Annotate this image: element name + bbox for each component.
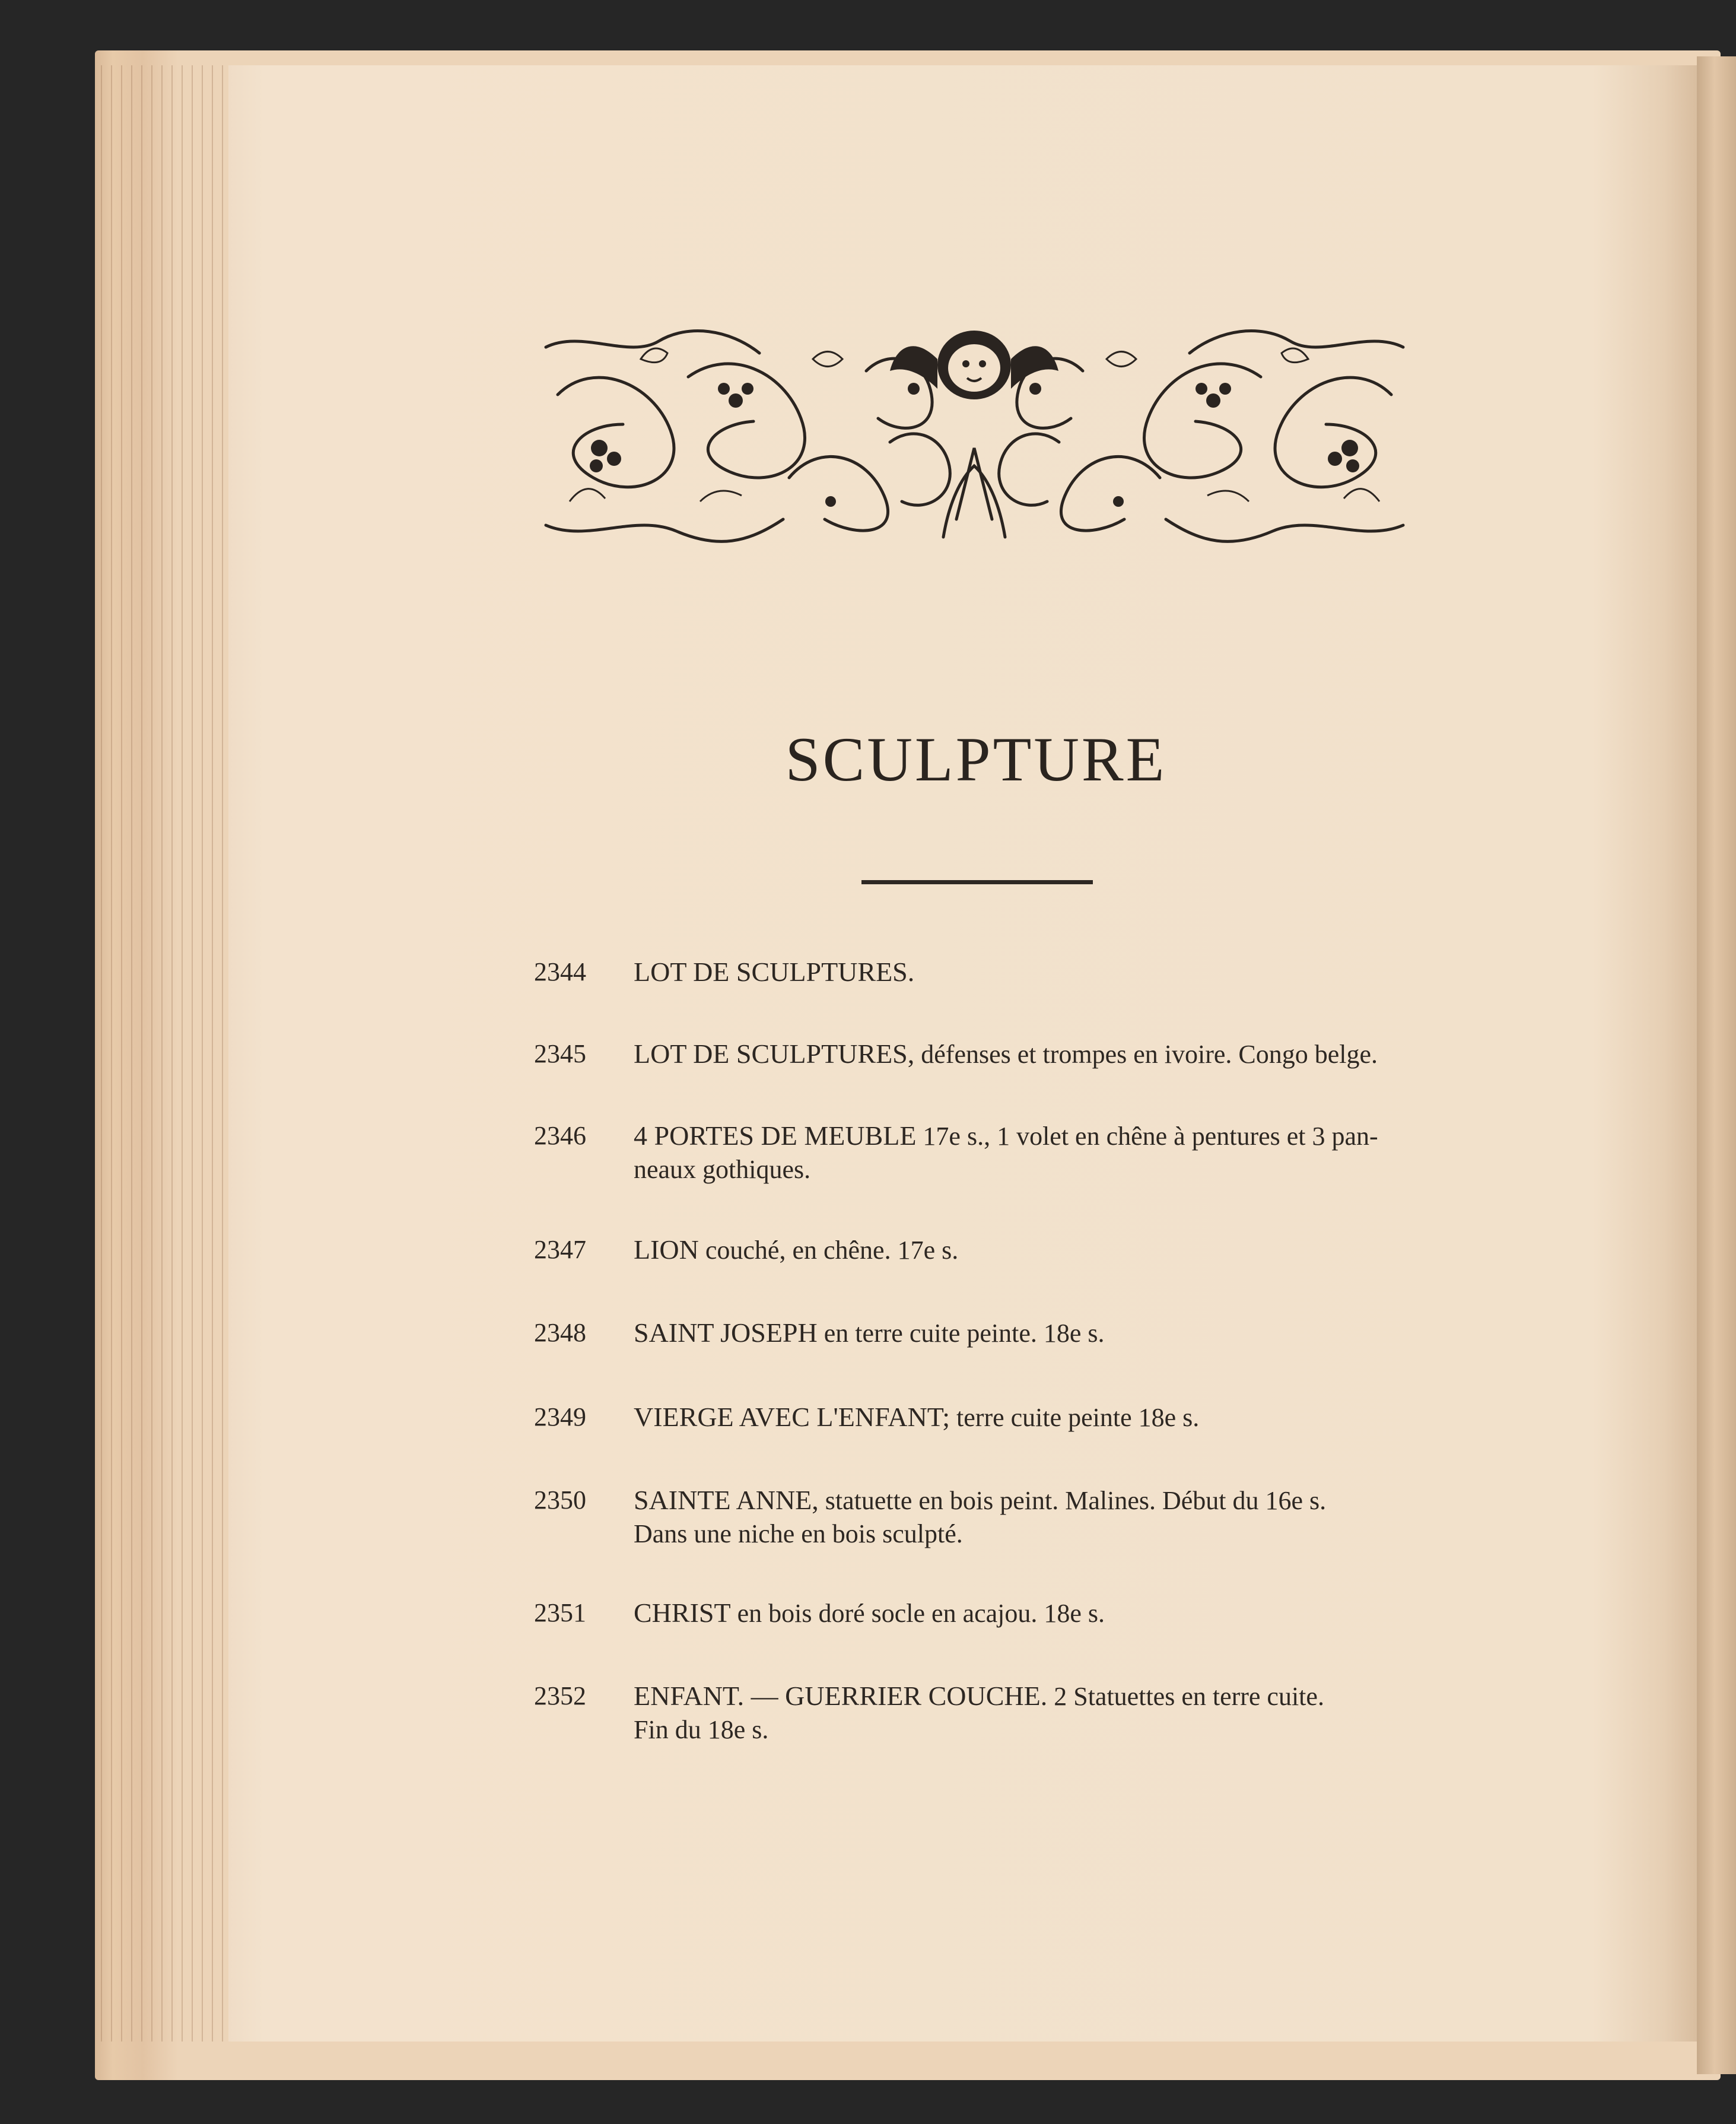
lot-title: LOT DE SCULPTURES, (634, 1039, 915, 1069)
lot-details: statuette en bois peint. Malines. Début du 16e s. (818, 1486, 1327, 1515)
lot-title: VIERGE AVEC L'ENFANT; (634, 1402, 950, 1432)
lot-number: 2346 (534, 1121, 586, 1150)
lot-details: en bois doré socle en acajou. 18e s. (730, 1599, 1105, 1628)
lot-details: 17e s., 1 volet en chêne à pentures et 3 pan- (916, 1122, 1378, 1151)
lot-description (634, 955, 1417, 989)
lot-number: 2351 (534, 1598, 586, 1627)
lot-number: 2350 (534, 1485, 586, 1515)
page-edges (101, 65, 237, 2042)
lot-number: 2345 (534, 1039, 586, 1068)
section-title: SCULPTURE (785, 725, 1167, 794)
lot-description (634, 1233, 1417, 1267)
lot-details: terre cuite peinte 18e s. (950, 1403, 1200, 1432)
lot-description (634, 1316, 1417, 1350)
lot-number: 2348 (534, 1318, 586, 1347)
lot-description (634, 1484, 1417, 1551)
lot-number: 2352 (534, 1681, 586, 1710)
title-divider (861, 880, 1093, 884)
lot-number: 2349 (534, 1402, 586, 1431)
lot-number: 2344 (534, 957, 586, 986)
facing-page-edge (1697, 56, 1736, 2074)
lot-number: 2347 (534, 1235, 586, 1264)
lot-description (634, 1037, 1417, 1071)
lot-title: 4 PORTES DE MEUBLE (634, 1120, 917, 1151)
lot-title: LOT DE SCULPTURES. (634, 957, 915, 987)
lot-title: SAINT JOSEPH (634, 1317, 818, 1348)
lot-title: SAINTE ANNE, (634, 1485, 819, 1515)
lot-title: LION (634, 1234, 699, 1265)
lot-description (634, 1119, 1417, 1186)
lot-description (634, 1596, 1417, 1630)
lot-description (634, 1401, 1417, 1434)
lot-details: en terre cuite peinte. 18e s. (817, 1319, 1105, 1348)
lot-details: défenses et trompes en ivoire. Congo belge. (914, 1040, 1378, 1069)
lot-details: couché, en chêne. 17e s. (698, 1236, 959, 1265)
floral-ornament-headpiece (534, 323, 1415, 549)
lot-description (634, 1679, 1417, 1747)
lot-title: ENFANT. — GUERRIER COUCHE. (634, 1681, 1048, 1711)
lot-title: CHRIST (634, 1598, 731, 1628)
lot-details-continued: Dans une niche en bois sculpté. (634, 1519, 963, 1548)
lot-details-continued: Fin du 18e s. (634, 1715, 769, 1744)
lot-details-continued: neaux gothiques. (634, 1155, 811, 1184)
lot-details: 2 Statuettes en terre cuite. (1047, 1682, 1324, 1711)
